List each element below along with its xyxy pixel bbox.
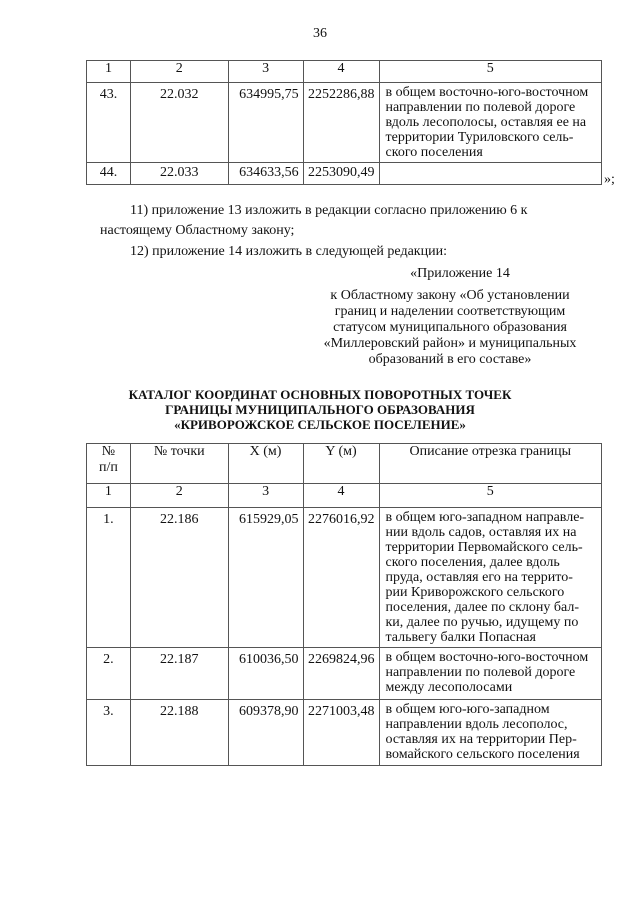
desc-line: территории Туриловского сель- (385, 130, 574, 145)
catalog-title-line: ГРАНИЦЫ МУНИЦИПАЛЬНОГО ОБРАЗОВАНИЯ (165, 402, 475, 417)
segment-description (379, 700, 602, 766)
appendix-line: статусом муниципального образования (333, 320, 567, 335)
desc-line: территории Первомайского сель- (385, 540, 583, 555)
col-number-header (87, 444, 131, 484)
desc-line: рии Криворожского сельского (385, 585, 565, 600)
appendix-line: границ и наделении соответствующим (334, 304, 566, 319)
numbering-cell: 3 (228, 484, 303, 508)
y-coordinate: 2269824,96 (303, 648, 379, 700)
catalog-title-line: «КРИВОРОЖСКОЕ СЕЛЬСКОЕ ПОСЕЛЕНИЕ» (174, 417, 466, 432)
table-row (87, 648, 602, 700)
y-coordinate: 2276016,92 (303, 508, 379, 648)
paragraph-11-line1: 11) приложение 13 изложить в редакции согласно приложению 6 к (130, 203, 528, 218)
point-number: 22.187 (130, 648, 228, 700)
point-number: 22.186 (130, 508, 228, 648)
col-point-header: № точки (130, 444, 228, 484)
desc-line: в общем восточно-юго-восточном (385, 85, 589, 100)
desc-line: направлении по полевой дороге (385, 100, 576, 115)
desc-line: в общем юго-юго-западном (385, 702, 550, 717)
desc-line: между лесополосами (385, 680, 513, 695)
col-3-header: 3 (228, 61, 303, 83)
desc-line: в общем восточно-юго-восточном (385, 650, 589, 665)
col-number-line2: п/п (98, 460, 118, 475)
table-row (87, 508, 602, 648)
desc-line: вдоль лесополосы, оставляя ее на (385, 115, 587, 130)
x-coordinate: 634995,75 (228, 83, 303, 163)
appendix-line: образований в его составе» (368, 352, 532, 367)
table-row (87, 83, 602, 163)
desc-line: ского поселения (385, 145, 483, 160)
desc-line: оставляя их на территории Пер- (385, 732, 577, 747)
numbering-cell: 2 (130, 484, 228, 508)
col-description-header: Описание отрезка границы (379, 444, 602, 484)
col-5-header: 5 (379, 61, 601, 83)
col-4-header: 4 (303, 61, 379, 83)
numbering-row (87, 484, 602, 508)
segment-description (379, 508, 602, 648)
appendix-line: к Областному закону «Об установлении (330, 288, 570, 303)
desc-line: пруда, оставляя его на террито- (385, 570, 573, 585)
x-coordinate: 610036,50 (228, 648, 303, 700)
col-number-line1: № (101, 444, 116, 459)
desc-line: ского поселения, далее вдоль (385, 555, 560, 570)
table-row (87, 700, 602, 766)
col-1-header: 1 (87, 61, 131, 83)
col-2-header: 2 (130, 61, 228, 83)
catalog-title-line: КАТАЛОГ КООРДИНАТ ОСНОВНЫХ ПОВОРОТНЫХ ТОЧЕК (128, 387, 512, 402)
segment-description (379, 83, 601, 163)
catalog-title (0, 387, 640, 432)
desc-line: направлении по полевой дороге (385, 665, 576, 680)
desc-line: направлении вдоль лесополос, (385, 717, 568, 732)
table-header-row (87, 444, 602, 484)
appendix-title: «Приложение 14 (410, 266, 510, 281)
numbering-cell: 4 (303, 484, 379, 508)
row-number: 44. (87, 163, 131, 185)
y-coordinate: 2271003,48 (303, 700, 379, 766)
desc-line: вомайского сельского поселения (385, 747, 580, 762)
y-coordinate: 2253090,49 (303, 163, 379, 185)
col-x-header: X (м) (228, 444, 303, 484)
desc-line: в общем юго-западном направле- (385, 510, 585, 525)
desc-line: нии вдоль садов, оставляя их на (385, 525, 577, 540)
row-number: 43. (87, 83, 131, 163)
appendix-caption (300, 288, 600, 368)
y-coordinate: 2252286,88 (303, 83, 379, 163)
x-coordinate: 634633,56 (228, 163, 303, 185)
col-y-header: Y (м) (303, 444, 379, 484)
row-number: 3. (87, 700, 131, 766)
table-row (87, 163, 602, 185)
x-coordinate: 609378,90 (228, 700, 303, 766)
point-number: 22.033 (130, 163, 228, 185)
desc-line: тальвегу балки Попасная (385, 630, 536, 645)
page-number: 36 (313, 26, 327, 41)
point-number: 22.188 (130, 700, 228, 766)
desc-line: ки, далее по ручью, идущему по (385, 615, 579, 630)
paragraph-11-line2: настоящему Областному закону; (100, 223, 295, 238)
x-coordinate: 615929,05 (228, 508, 303, 648)
row-number: 1. (87, 508, 131, 648)
row-number: 2. (87, 648, 131, 700)
point-number: 22.032 (130, 83, 228, 163)
paragraph-12: 12) приложение 14 изложить в следующей редакции: (130, 244, 447, 259)
desc-line: поселения, далее по склону бал- (385, 600, 580, 615)
numbering-cell: 1 (87, 484, 131, 508)
coordinates-table (86, 443, 602, 766)
numbering-cell: 5 (379, 484, 602, 508)
segment-description (379, 648, 602, 700)
segment-description (379, 163, 601, 185)
table-header-row (87, 61, 602, 83)
closing-quote: »; (604, 172, 615, 187)
continuation-table (86, 60, 602, 185)
appendix-line: «Миллеровский район» и муниципальных (323, 336, 577, 351)
